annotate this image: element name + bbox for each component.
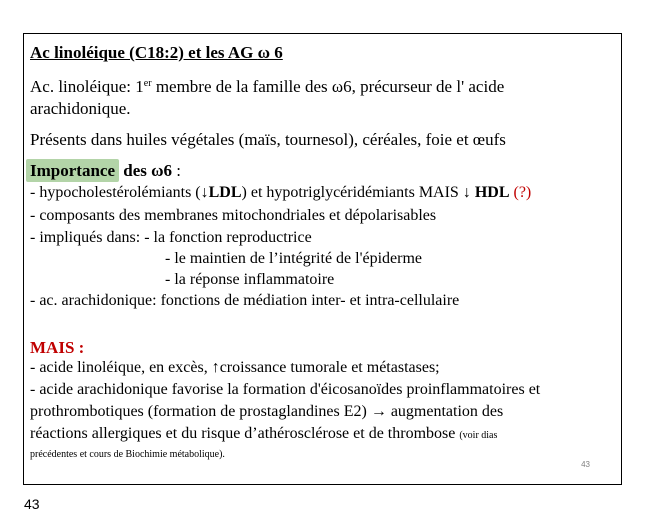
intro-text-b: membre de la famille des ω6, précurseur de l' acide <box>151 77 505 96</box>
bullet-epiderme: - le maintien de l’intégrité de l'épiderme <box>165 250 422 267</box>
bullet-1-text-b: ) et hypotriglycéridémiants MAIS <box>241 184 463 201</box>
slide-title <box>30 44 283 61</box>
mais-line-1: - acide linoléique, en excès, ↑croissance tumorale et métastases; <box>30 359 440 376</box>
ldl-term: ↓LDL <box>200 184 242 201</box>
bullet-membranes: - composants des membranes mitochondriales et dépolarisables <box>30 207 437 224</box>
question-mark: (?) <box>513 184 532 201</box>
intro-line-1 <box>30 78 504 95</box>
title-prefix: Ac linoléique (C18:2) et les AG <box>30 43 258 62</box>
presence-line: Présents dans huiles végétales (maïs, tournesol), céréales, foie et œufs <box>30 130 506 149</box>
hdl-term: ↓ HDL <box>462 184 510 201</box>
title-omega: ω 6 <box>257 43 283 62</box>
mais-line-5: précédentes et cours de Biochimie métabolique). <box>30 449 225 460</box>
intro-superscript: er <box>143 78 152 89</box>
importance-rest: des ω6 <box>118 161 173 180</box>
mais-line-4 <box>30 426 497 442</box>
page-number: 43 <box>24 496 40 512</box>
mais-line-4-small: (voir dias <box>459 430 498 441</box>
mais-line-4-text: réactions allergiques et du risque d’athérosclérose et de thrombose <box>30 425 460 442</box>
bullet-implicated: - impliqués dans: - la fonction reproductrice <box>30 229 312 246</box>
bullet-1-text-a: - hypocholestérolémiants ( <box>30 184 201 201</box>
slide-number: 43 <box>581 460 590 469</box>
importance-colon: : <box>172 161 182 180</box>
importance-heading <box>30 162 181 179</box>
bullet-inflammation: - la réponse inflammatoire <box>165 271 335 288</box>
bullet-arachidonique: - ac. arachidonique: fonctions de médiation inter- et intra-cellulaire <box>30 292 460 309</box>
intro-line-2: arachidonique. <box>30 99 131 118</box>
slide-frame <box>23 33 622 485</box>
mais-line-2: - acide arachidonique favorise la formation d'éicosanoïdes proinflammatoires et <box>30 381 541 398</box>
intro-text-a: Ac. linoléique: 1 <box>30 77 144 96</box>
mais-heading: MAIS : <box>30 338 85 357</box>
bullet-hypocholesterol <box>30 185 531 201</box>
importance-highlight: Importance <box>26 159 119 182</box>
mais-line-3: prothrombotiques (formation de prostaglandines E2) → augmentation des <box>30 403 504 420</box>
